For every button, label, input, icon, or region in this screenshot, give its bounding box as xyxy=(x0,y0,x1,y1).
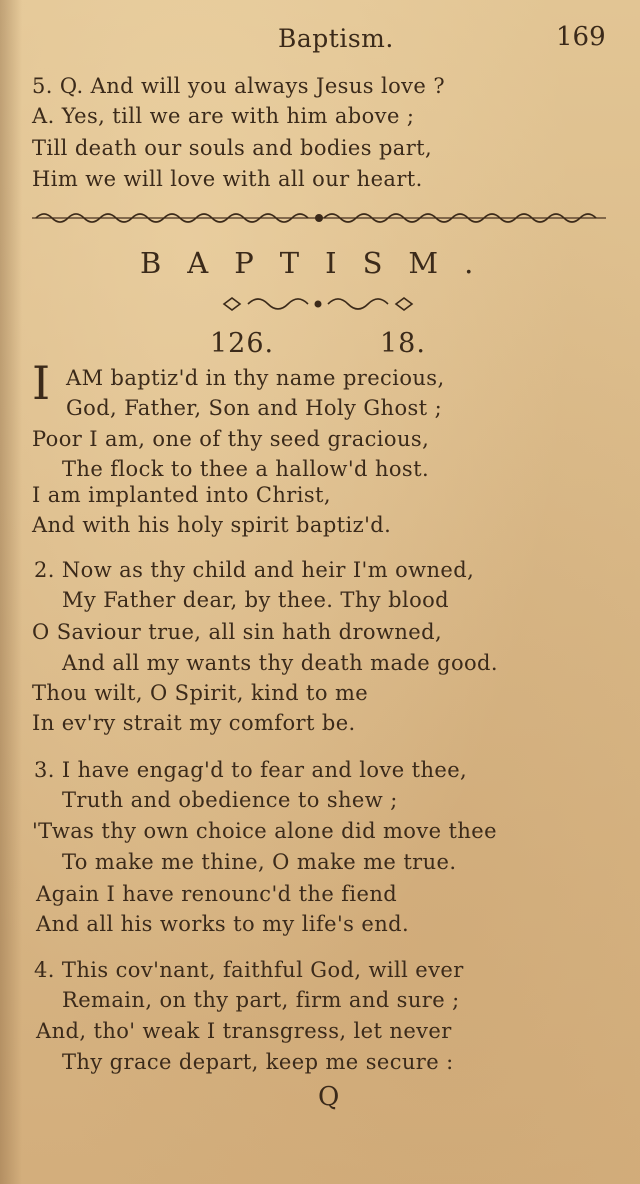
catchword: Q xyxy=(318,1082,340,1112)
hymn-line: Again I have renounc'd the fiend xyxy=(36,882,398,906)
hymn-line: And, tho' weak I transgress, let never xyxy=(36,1019,452,1043)
prev-stanza-line: A. Yes, till we are with him above ; xyxy=(32,104,415,128)
ornament-small xyxy=(218,296,418,312)
ornament-rule xyxy=(32,210,606,226)
hymn-line: 'Twas thy own choice alone did move thee xyxy=(32,819,497,843)
hymn-line: The flock to thee a hallow'd host. xyxy=(62,457,430,481)
hymn-number: 126. xyxy=(210,328,275,359)
hymn-line: To make me thine, O make me true. xyxy=(62,850,457,874)
prev-stanza-line: 5. Q. And will you always Jesus love ? xyxy=(32,74,445,98)
hymn-meter: 18. xyxy=(380,328,426,359)
hymn-line: My Father dear, by thee. Thy blood xyxy=(62,588,449,612)
section-title: BAPTISM. xyxy=(140,246,500,280)
hymn-line: 3. I have engag'd to fear and love thee, xyxy=(34,758,468,782)
hymn-line: God, Father, Son and Holy Ghost ; xyxy=(66,396,443,420)
hymn-line: And all my wants thy death made good. xyxy=(62,651,498,675)
hymn-line: 4. This cov'nant, faithful God, will ever xyxy=(34,958,464,982)
page-number: 169 xyxy=(556,22,606,52)
hymn-line: Thy grace depart, keep me secure : xyxy=(62,1050,454,1074)
hymn-line: And with his holy spirit baptiz'd. xyxy=(32,513,392,537)
prev-stanza-line: Till death our souls and bodies part, xyxy=(32,136,433,160)
hymn-line: Remain, on thy part, firm and sure ; xyxy=(62,988,460,1012)
hymn-line: Thou wilt, O Spirit, kind to me xyxy=(32,681,369,705)
prev-stanza-line: Him we will love with all our heart. xyxy=(32,167,423,191)
hymn-line: Poor I am, one of thy seed gracious, xyxy=(32,427,430,451)
hymn-line: I am implanted into Christ, xyxy=(32,483,331,507)
hymn-line: And all his works to my life's end. xyxy=(36,912,410,936)
hymn-line: Truth and obedience to shew ; xyxy=(62,788,398,812)
running-title: Baptism. xyxy=(278,24,394,53)
drop-cap: I xyxy=(32,356,51,410)
hymn-line: AM baptiz'd in thy name precious, xyxy=(66,366,445,390)
hymn-line: 2. Now as thy child and heir I'm owned, xyxy=(34,558,475,582)
hymn-line: In ev'ry strait my comfort be. xyxy=(32,711,356,735)
hymn-line: O Saviour true, all sin hath drowned, xyxy=(32,620,443,644)
